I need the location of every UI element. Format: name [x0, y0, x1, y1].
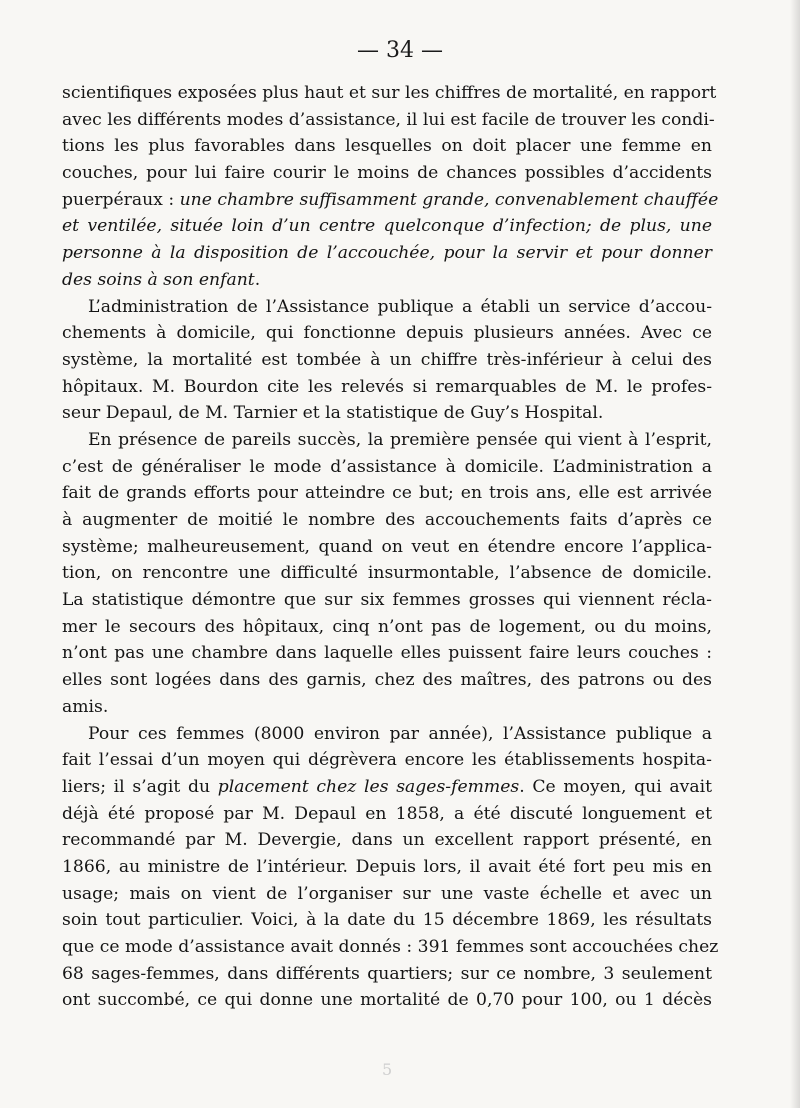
text-line [62, 427, 712, 454]
italic-run: des soins à son enfant [62, 269, 255, 290]
text-run: 68 sages-femmes, dans différents quartiers; sur ce nombre, 3 seulement [62, 963, 712, 984]
text-run: avec les différents modes d’assistance, il lui est facile de trouver les condi- [62, 109, 715, 130]
text-line [62, 560, 712, 587]
text-line [62, 854, 712, 881]
page-number: — 34 — [357, 38, 443, 63]
text-line [62, 614, 712, 641]
paragraph [62, 294, 712, 427]
text-line [62, 454, 712, 481]
text-run: recommandé par M. Devergie, dans un excellent rapport présenté, en [62, 830, 712, 851]
paragraph [62, 721, 719, 1015]
text-line [62, 294, 712, 321]
text-line [62, 934, 719, 961]
text-run: 1866, au ministre de l’intérieur. Depuis lors, il avait été fort peu mis en [62, 856, 712, 877]
text-run: tions les plus favorables dans lesquelles on doit placer une femme en [62, 136, 712, 157]
text-run: à augmenter de moitié le nombre des accouchements faits d’après ce [62, 510, 712, 530]
text-run: déjà été proposé par M. Depaul en 1858, a été discuté longuement et [62, 803, 712, 824]
text-line [62, 667, 712, 694]
text-line [62, 534, 712, 561]
text-run: que ce mode d’assistance avait donnés : 391 femmes sont accouchées chez [62, 937, 719, 957]
italic-run: et ventilée, située loin d’un centre quelconque d’infection; de plus, une [62, 216, 712, 237]
text-line [62, 400, 712, 427]
text-run: amis. [62, 696, 109, 717]
text-run: tion, on rencontre une difficulté insurmontable, l’absence de domicile. [62, 563, 712, 584]
text-line [62, 640, 712, 667]
text-line [62, 694, 712, 721]
text-run: seur Depaul, de M. Tarnier et la statistique de Guy’s Hospital. [62, 403, 604, 424]
text-run: En présence de pareils succès, la première pensée qui vient à l’esprit, [88, 429, 712, 450]
text-line [62, 747, 712, 774]
body-text [62, 80, 719, 1014]
text-line [62, 774, 712, 801]
text-run: chements à domicile, qui fonctionne depuis plusieurs années. Avec ce [62, 323, 712, 344]
paragraph [62, 427, 712, 721]
page-edge-shadow [790, 0, 800, 1108]
text-line [62, 267, 712, 294]
text-run: système, la mortalité est tombée à un chiffre très-inférieur à celui des [62, 349, 712, 370]
text-line [62, 907, 712, 934]
text-line [62, 801, 712, 828]
text-run: usage; mais on vient de l’organiser sur une vaste échelle et avec un [62, 883, 712, 904]
text-run: n’ont pas une chambre dans laquelle elles puissent faire leurs couches : [62, 643, 712, 664]
text-run: mer le secours des hôpitaux, cinq n’ont pas de logement, ou du moins, [62, 616, 712, 637]
text-run: elles sont logées dans des garnis, chez des maîtres, des patrons ou des [62, 670, 712, 691]
text-line [62, 961, 712, 988]
text-line [62, 827, 712, 854]
text-run: . [254, 269, 261, 290]
text-line [62, 721, 712, 748]
text-line [62, 587, 712, 614]
text-line [62, 320, 712, 347]
italic-run: personne à la disposition de l’accouchée, pour la servir et pour donner [62, 243, 712, 264]
paragraph [62, 80, 719, 294]
text-line [62, 240, 712, 267]
text-line [62, 160, 712, 187]
italic-run: placement chez les sages-femmes [217, 776, 520, 797]
text-line [62, 187, 719, 214]
text-run: L’administration de l’Assistance publique a établi un service d’accou- [88, 296, 712, 317]
text-run: . Ce moyen, qui avait [519, 776, 712, 797]
text-line [62, 80, 717, 107]
text-run: hôpitaux. M. Bourdon cite les relevés si remarquables de M. le profes- [62, 376, 712, 397]
text-run: couches, pour lui faire courir le moins de chances possibles d’accidents [62, 163, 712, 184]
faint-page-mark: 5 [382, 1060, 393, 1079]
text-line [62, 480, 712, 507]
text-run: Pour ces femmes (8000 environ par année), l’Assistance publique a [88, 723, 712, 744]
text-line [62, 374, 712, 401]
text-run: fait de grands efforts pour atteindre ce but; en trois ans, elle est arrivée [62, 483, 712, 504]
text-run: La statistique démontre que sur six femmes grosses qui viennent récla- [62, 590, 712, 611]
text-line [62, 347, 712, 374]
text-run: liers; il s’agit du [62, 776, 218, 797]
text-line [62, 107, 715, 134]
text-line [62, 881, 712, 908]
text-line [62, 133, 712, 160]
text-run: soin tout particulier. Voici, à la date du 15 décembre 1869, les résultats [62, 910, 712, 931]
italic-run: une chambre suffisamment grande, convenablement chauffée [179, 189, 719, 210]
text-run: système; malheureusement, quand on veut en étendre encore l’applica- [62, 536, 712, 557]
text-run: scientifiques exposées plus haut et sur les chiffres de mortalité, en rapport [62, 83, 717, 103]
text-line [62, 507, 712, 534]
text-run: puerpéraux : [62, 189, 180, 210]
text-line [62, 213, 712, 240]
text-run: ont succombé, ce qui donne une mortalité de 0,70 pour 100, ou 1 décès [62, 990, 712, 1011]
text-run: c’est de généraliser le mode d’assistance à domicile. L’administration a [62, 456, 712, 477]
text-line [62, 987, 712, 1014]
text-run: fait l’essai d’un moyen qui dégrèvera encore les établissements hospita- [62, 750, 712, 771]
